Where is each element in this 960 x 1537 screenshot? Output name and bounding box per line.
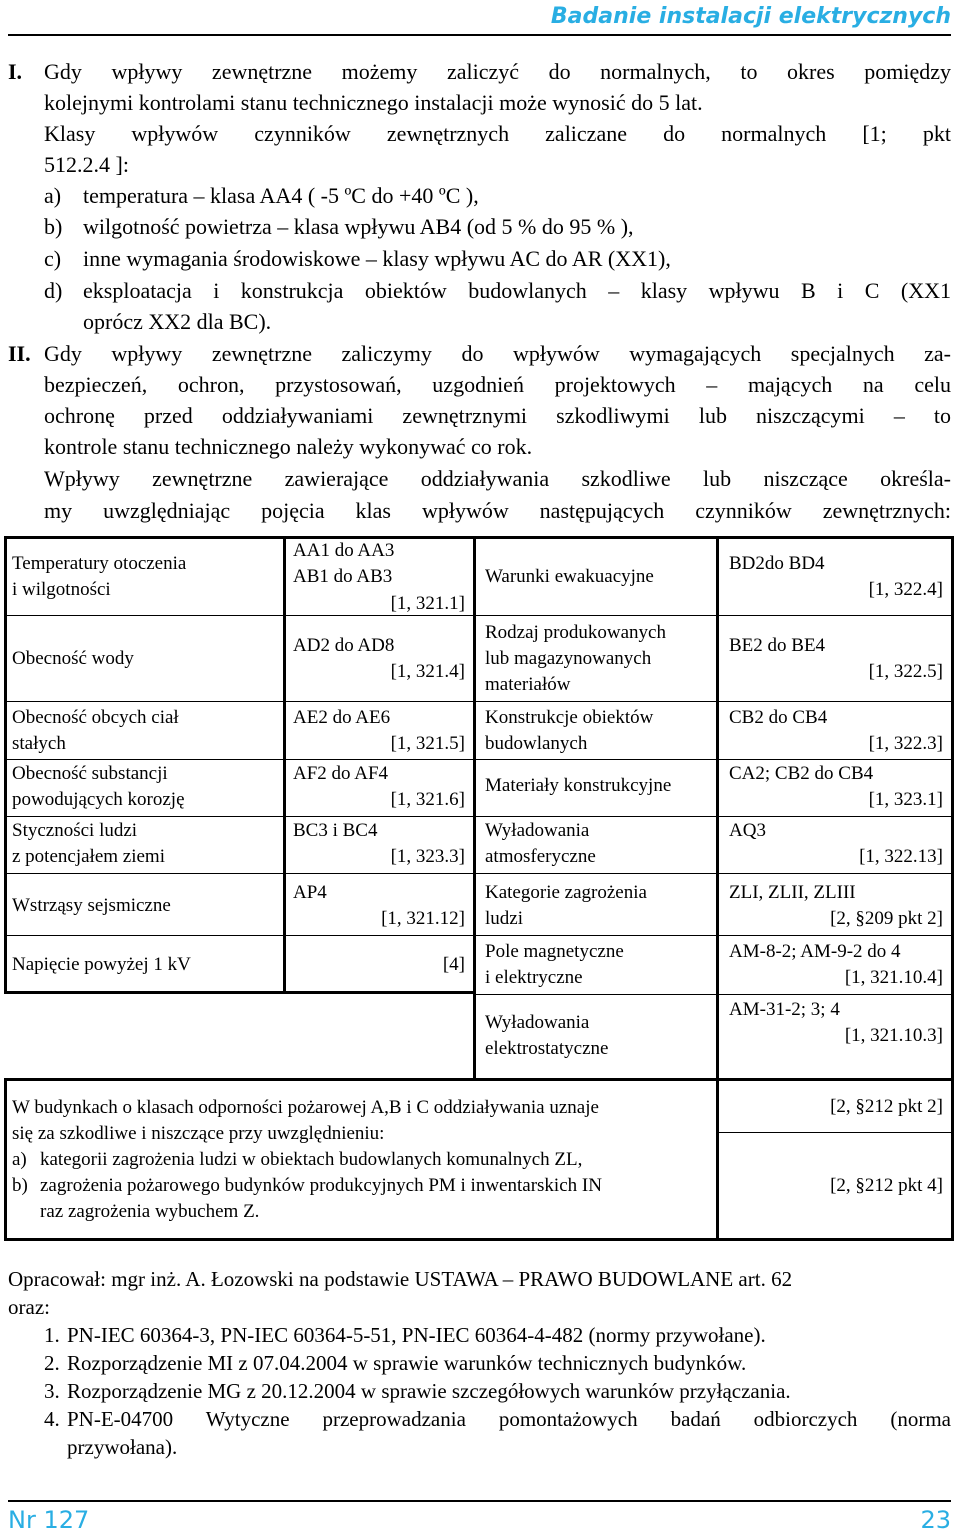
table-cell-category: Konstrukcje obiektów [485, 707, 654, 728]
table-cell-category: Kategorie zagrożenia [485, 882, 647, 903]
table-cell-class: AM-8-2; AM-9-2 do 4 [729, 941, 901, 962]
paragraph-line: Wpływy zewnętrzne zawierające oddziaływania szkodliwe lub niszczące określa- [44, 466, 951, 491]
table-note-line: raz zagrożenia wybuchem Z. [40, 1201, 260, 1222]
list-marker: 1. [44, 1323, 60, 1347]
paragraph-line: Gdy wpływy zewnętrzne możemy zaliczyć do normalnych, to okres pomiędzy [44, 59, 951, 84]
page-number: 23 [920, 1506, 951, 1534]
table-cell-ref: [2, §212 pkt 2] [830, 1096, 943, 1117]
table-cell-class: BC3 i BC4 [293, 820, 378, 841]
issue-number: Nr 127 [8, 1506, 90, 1534]
table-cell-category: Rodzaj produkowanych [485, 622, 666, 643]
list-marker: b) [44, 214, 63, 239]
table-note-line: się za szkodliwe i niszczące przy uwzględnieniu: [12, 1123, 385, 1144]
table-right-frame [473, 536, 719, 1081]
table-divider [283, 536, 286, 994]
table-cell-class: AE2 do AE6 [293, 707, 391, 728]
table-row-divider [4, 873, 476, 874]
paragraph-line: kontrole stanu technicznego należy wykonywać co rok. [44, 434, 533, 459]
table-cell-class: AB1 do AB3 [293, 566, 393, 587]
table-cell-category: Temperatury otoczenia [12, 553, 187, 574]
table-note-marker: b) [12, 1175, 28, 1196]
table-row-divider [476, 701, 951, 702]
sources-line: oraz: [8, 1295, 50, 1319]
table-cell-category: lub magazynowanych [485, 648, 652, 669]
list-marker: 2. [44, 1351, 60, 1375]
table-cell-ref: [1, 323.1] [868, 789, 943, 810]
list-item-continuation: oprócz XX2 dla BC). [83, 309, 272, 334]
running-header-title: Badanie instalacji elektrycznych [550, 4, 951, 29]
table-row-divider [476, 935, 951, 936]
list-item: PN-E-04700 Wytyczne przeprowadzania pomontażowych badań odbiorczych (norma [67, 1407, 951, 1431]
table-cell-category: Obecność obcych ciał [12, 707, 179, 728]
table-cell-class: BD2do BD4 [729, 553, 825, 574]
section-2-marker: II. [8, 341, 31, 366]
table-cell-category: Wyładowania [485, 820, 590, 841]
paragraph-line: bezpieczeń, ochron, przystosowań, uzgodnień projektowych – mających na celu [44, 372, 951, 397]
table-cell-class: AP4 [293, 882, 327, 903]
paragraph-line: my uwzględniając pojęcia klas wpływów następujących czynników zewnętrznych: [44, 498, 951, 523]
section-1-marker: I. [8, 59, 23, 84]
paragraph-line: Gdy wpływy zewnętrzne zaliczymy do wpływów wymagających specjalnych za- [44, 341, 951, 366]
list-item: Rozporządzenie MI z 07.04.2004 w sprawie warunków technicznych budynków. [67, 1351, 747, 1375]
table-cell-category: i elektryczne [485, 967, 583, 988]
table-row-divider [4, 701, 476, 702]
table-cell-class: AA1 do AA3 [293, 540, 395, 561]
table-row-divider [4, 759, 476, 760]
list-marker: 4. [44, 1407, 60, 1431]
table-cell-ref: [1, 321.5] [390, 733, 465, 754]
table-cell-category: elektrostatyczne [485, 1038, 609, 1059]
table-row-divider [476, 759, 951, 760]
table-cell-class: AQ3 [729, 820, 766, 841]
table-note-line: zagrożenia pożarowego budynków produkcyjnych PM i inwentarskich IN [40, 1175, 602, 1196]
table-cell-category: Materiały konstrukcyjne [485, 775, 672, 796]
table-cell-category: i wilgotności [12, 579, 111, 600]
table-cell-category: powodujących korozję [12, 789, 185, 810]
table-cell-ref: [1, 322.13] [859, 846, 943, 867]
paragraph-line: 512.2.4 ]: [44, 152, 129, 177]
table-row-divider [719, 1132, 951, 1133]
table-cell-category: budowlanych [485, 733, 588, 754]
table-row-divider [476, 994, 951, 995]
sources-line: Opracował: mgr inż. A. Łozowski na podstawie USTAWA – PRAWO BUDOWLANE art. 62 [8, 1267, 793, 1291]
paragraph-line: Klasy wpływów czynników zewnętrznych zaliczane do normalnych [1; pkt [44, 121, 951, 146]
table-row-divider [4, 816, 476, 817]
table-cell-category: Wstrząsy sejsmiczne [12, 895, 171, 916]
table-cell-category: stałych [12, 733, 66, 754]
table-cell-ref: [2, §212 pkt 4] [830, 1175, 943, 1196]
list-item-continuation: przywołana). [67, 1435, 178, 1459]
table-cell-category: Obecność wody [12, 648, 134, 669]
list-item: temperatura – klasa AA4 ( -5 ºC do +40 ºC ), [83, 183, 479, 208]
table-cell-category: Styczności ludzi [12, 820, 138, 841]
table-cell-ref: [1, 321.6] [390, 789, 465, 810]
table-cell-category: Warunki ewakuacyjne [485, 566, 654, 587]
table-divider [716, 1078, 719, 1241]
table-cell-ref: [2, §209 pkt 2] [830, 908, 943, 929]
table-cell-ref: [1, 322.5] [868, 661, 943, 682]
list-item: eksploatacja i konstrukcja obiektów budowlanych – klasy wpływu B i C (XX1 [83, 278, 951, 303]
list-marker: d) [44, 278, 63, 303]
table-cell-category: ludzi [485, 908, 523, 929]
list-item: wilgotność powietrza – klasa wpływu AB4 (od 5 % do 95 % ), [83, 214, 634, 239]
paragraph-line: kolejnymi kontrolami stanu technicznego instalacji może wynosić do 5 lat. [44, 90, 703, 115]
table-cell-class: CA2; CB2 do CB4 [729, 763, 874, 784]
table-cell-ref: [1, 321.10.4] [844, 967, 943, 988]
list-marker: a) [44, 183, 62, 208]
table-cell-category: materiałów [485, 674, 571, 695]
list-marker: 3. [44, 1379, 60, 1403]
table-cell-ref: [1, 321.12] [381, 908, 465, 929]
table-cell-class: ZLI, ZLII, ZLIII [729, 882, 856, 903]
footer-rule [8, 1500, 951, 1502]
table-cell-category: Wyładowania [485, 1012, 590, 1033]
table-cell-category: Obecność substancji [12, 763, 168, 784]
table-cell-class: AD2 do AD8 [293, 635, 395, 656]
table-note-line: W budynkach o klasach odporności pożarowej A,B i C oddziaływania uznaje [12, 1097, 599, 1118]
header-rule [8, 34, 951, 36]
table-cell-category: atmosferyczne [485, 846, 596, 867]
table-cell-category: z potencjałem ziemi [12, 846, 165, 867]
list-marker: c) [44, 246, 62, 271]
table-note-line: kategorii zagrożenia ludzi w obiektach budowlanych komunalnych ZL, [40, 1149, 583, 1170]
table-cell-class: AM-31-2; 3; 4 [729, 999, 840, 1020]
paragraph-line: ochronę przed oddziaływaniami zewnętrznymi szkodliwymi lub niszczącymi – to [44, 403, 951, 428]
table-cell-ref: [1, 323.3] [390, 846, 465, 867]
table-cell-ref: [4] [442, 954, 465, 975]
table-cell-class: CB2 do CB4 [729, 707, 828, 728]
table-cell-ref: [1, 321.4] [390, 661, 465, 682]
table-row-divider [476, 615, 951, 616]
table-cell-ref: [1, 322.3] [868, 733, 943, 754]
table-cell-ref: [1, 321.1] [390, 593, 465, 614]
table-cell-ref: [1, 321.10.3] [844, 1025, 943, 1046]
table-row-divider [476, 816, 951, 817]
table-note-marker: a) [12, 1149, 27, 1170]
table-cell-class: BE2 do BE4 [729, 635, 826, 656]
list-item: PN-IEC 60364-3, PN-IEC 60364-5-51, PN-IEC 60364-4-482 (normy przywołane). [67, 1323, 766, 1347]
table-row-divider [476, 873, 951, 874]
table-cell-ref: [1, 322.4] [868, 579, 943, 600]
table-cell-category: Pole magnetyczne [485, 941, 624, 962]
table-cell-category: Napięcie powyżej 1 kV [12, 954, 191, 975]
table-cell-class: AF2 do AF4 [293, 763, 389, 784]
list-item: Rozporządzenie MG z 20.12.2004 w sprawie szczegółowych warunków przyłączania. [67, 1379, 791, 1403]
table-row-divider [4, 935, 476, 936]
list-item: inne wymagania środowiskowe – klasy wpływu AC do AR (XX1), [83, 246, 671, 271]
